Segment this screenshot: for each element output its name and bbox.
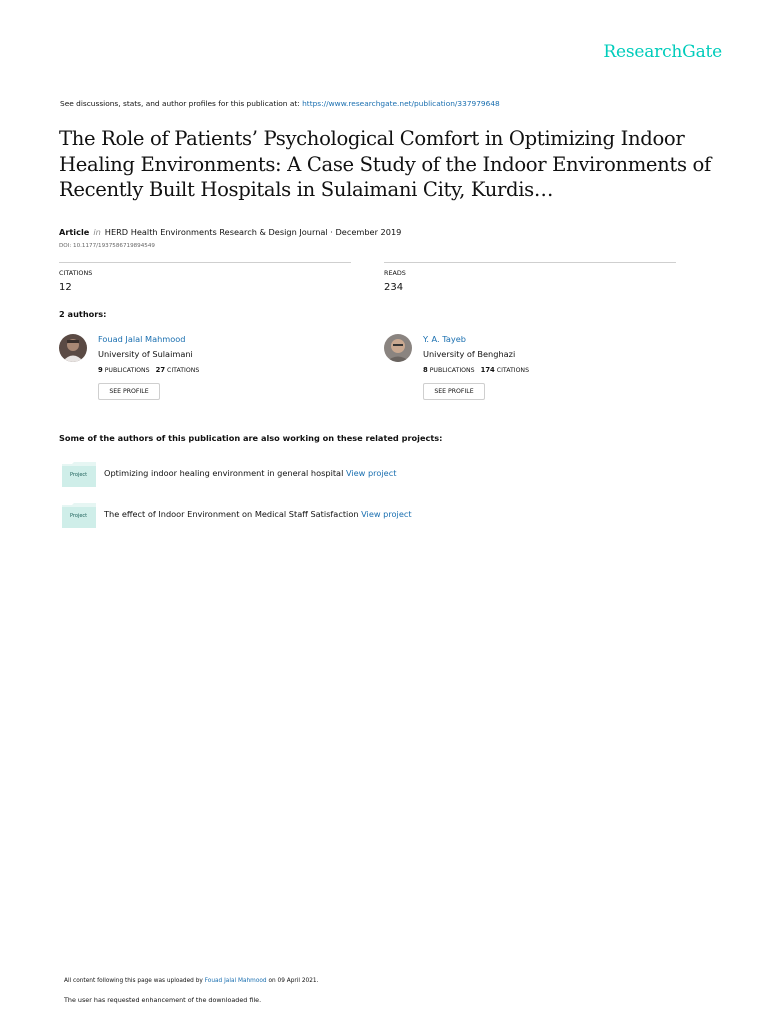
publication-meta (59, 227, 401, 237)
author-citations-count: 27 (155, 366, 166, 374)
author-card (384, 332, 684, 402)
author-citations-label: CITATIONS (496, 367, 529, 374)
author-stats (98, 366, 199, 374)
enhancement-note: The user has requested enhancement of the downloaded file. (64, 996, 262, 1004)
author-institution: University of Sulaimani (98, 349, 193, 359)
project-title: Optimizing indoor healing environment in general hospital (104, 468, 344, 478)
upload-note (64, 978, 318, 984)
projects-heading: Some of the authors of this publication are also working on these related projects: (59, 433, 443, 443)
project-row (62, 503, 562, 529)
researchgate-logo[interactable]: ResearchGate (603, 42, 722, 62)
publications-label: PUBLICATIONS (429, 367, 475, 374)
author-photo-icon (59, 334, 87, 362)
author-citations-count: 174 (480, 366, 495, 374)
author-name-link[interactable]: Fouad Jalal Mahmood (98, 334, 186, 344)
publication-type: Article (59, 227, 90, 237)
avatar[interactable] (384, 334, 412, 362)
upload-prefix: All content following this page was uploaded by (64, 978, 205, 984)
project-text (104, 509, 412, 519)
publications-label: PUBLICATIONS (104, 367, 150, 374)
citations-value: 12 (59, 282, 72, 293)
author-stats (423, 366, 529, 374)
project-badge: Project (70, 513, 88, 519)
avatar[interactable] (59, 334, 87, 362)
project-folder-icon (62, 462, 96, 487)
citations-label: CITATIONS (59, 269, 93, 277)
divider-left (59, 262, 351, 263)
author-photo-icon (384, 334, 412, 362)
divider-right (384, 262, 676, 263)
view-project-link[interactable]: View project (345, 468, 397, 478)
publications-count: 8 (423, 366, 428, 374)
publication-url-link[interactable]: https://www.researchgate.net/publication/337979648 (302, 99, 500, 108)
author-institution: University of Benghazi (423, 349, 516, 359)
authors-heading: 2 authors: (59, 309, 107, 319)
project-row (62, 462, 562, 488)
reads-label: READS (384, 269, 406, 277)
intro-line (60, 99, 500, 108)
see-profile-button[interactable]: SEE PROFILE (423, 383, 485, 400)
upload-suffix: on 09 April 2021. (266, 978, 319, 984)
in-label: in (93, 227, 101, 237)
publications-count: 9 (98, 366, 103, 374)
project-title: The effect of Indoor Environment on Medical Staff Satisfaction (104, 509, 359, 519)
journal-date: HERD Health Environments Research & Design Journal · December 2019 (104, 227, 402, 237)
project-folder-icon (62, 503, 96, 528)
see-profile-button[interactable]: SEE PROFILE (98, 383, 160, 400)
reads-value: 234 (384, 282, 404, 293)
author-name-link[interactable]: Y. A. Tayeb (423, 334, 466, 344)
doi-text: DOI: 10.1177/1937586719894549 (59, 243, 155, 249)
uploader-link[interactable]: Fouad Jalal Mahmood (204, 978, 267, 984)
project-badge: Project (70, 472, 88, 478)
author-card (59, 332, 359, 402)
project-text (104, 468, 396, 478)
author-citations-label: CITATIONS (167, 367, 200, 374)
page-title: The Role of Patients’ Psychological Comfort in Optimizing Indoor Healing Environments: A Case Study of the Indoor Environments of Recently Built Hospitals in Sulaimani City, Kurdis… (59, 127, 711, 201)
intro-text: See discussions, stats, and author profiles for this publication at: (60, 99, 303, 108)
view-project-link[interactable]: View project (361, 509, 412, 519)
